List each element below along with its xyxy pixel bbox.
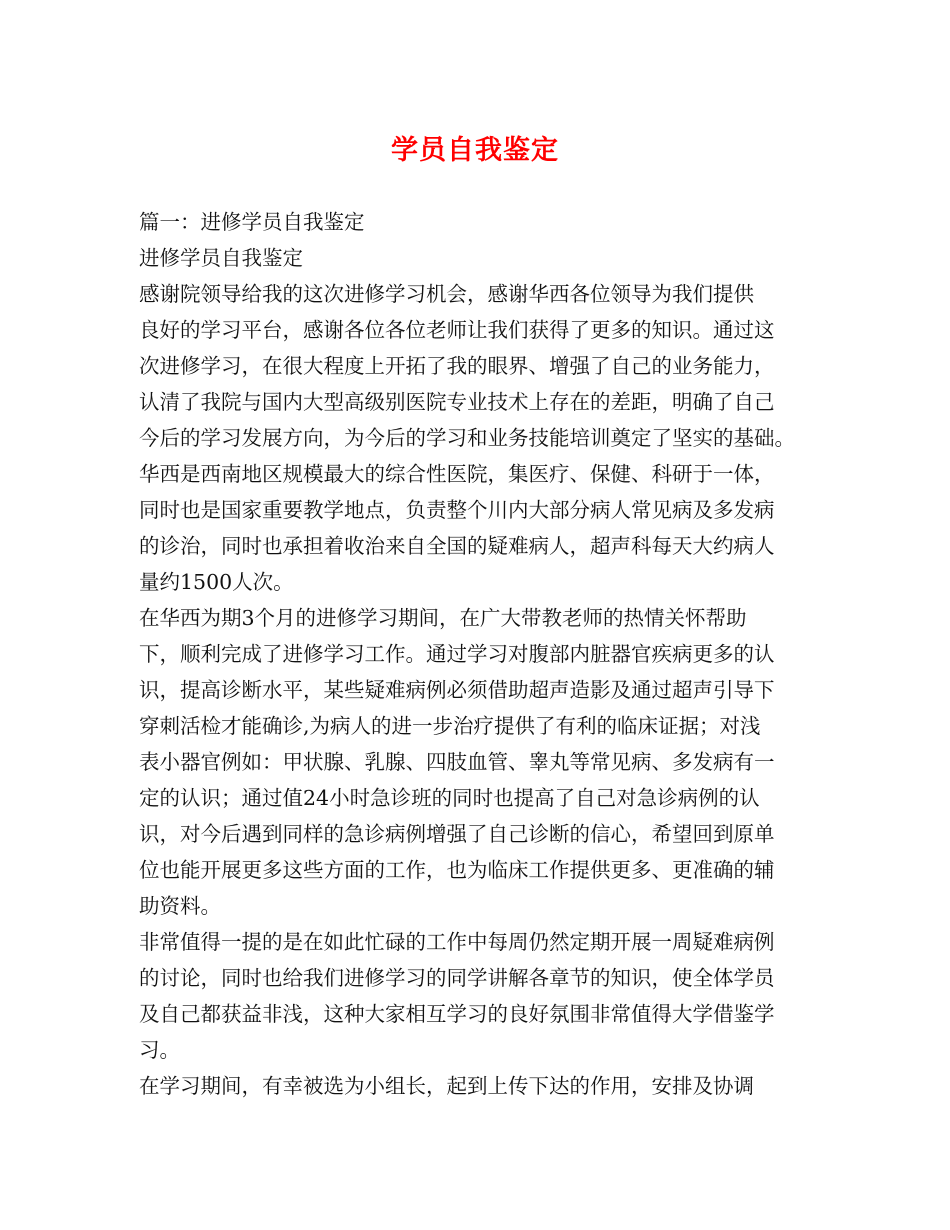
body-line: 次进修学习，在很大程度上开拓了我的眼界、增强了自己的业务能力， [139, 354, 775, 378]
body-line: 穿刺活检才能确诊,为病人的进一步治疗提供了有利的临床证据；对浅 [139, 714, 761, 738]
document-body [139, 204, 829, 1104]
body-line: 识，提高诊断水平，某些疑难病例必须借助超声造影及通过超声引导下 [139, 678, 775, 702]
document-title: 学员自我鉴定 [391, 135, 559, 166]
body-line: 今后的学习发展方向，为今后的学习和业务技能培训奠定了坚实的基础。 [139, 426, 795, 450]
body-line: 非常值得一提的是在如此忙碌的工作中每周仍然定期开展一周疑难病例 [139, 930, 775, 954]
body-line: 进修学员自我鉴定 [139, 246, 303, 270]
body-line: 助资料。 [139, 894, 221, 918]
body-line: 的诊治，同时也承担着收治来自全国的疑难病人，超声科每天大约病人 [139, 534, 775, 558]
body-line: 下，顺利完成了进修学习工作。通过学习对腹部内脏器官疾病更多的认 [139, 642, 775, 666]
body-line: 定的认识；通过值24小时急诊班的同时也提高了自己对急诊病例的认 [139, 786, 760, 810]
body-line: 在华西为期3个月的进修学习期间，在广大带教老师的热情关怀帮助 [139, 606, 747, 630]
body-line: 位也能开展更多这些方面的工作，也为临床工作提供更多、更准确的辅 [139, 858, 775, 882]
body-line: 在学习期间，有幸被选为小组长，起到上传下达的作用，安排及协调 [139, 1074, 754, 1098]
body-line: 量约1500人次。 [139, 570, 294, 594]
body-line: 同时也是国家重要教学地点，负责整个川内大部分病人常见病及多发病 [139, 498, 775, 522]
body-line: 认清了我院与国内大型高级别医院专业技术上存在的差距，明确了自己 [139, 390, 775, 414]
body-line: 习。 [139, 1038, 180, 1062]
body-line: 感谢院领导给我的这次进修学习机会，感谢华西各位领导为我们提供 [139, 282, 754, 306]
body-line: 良好的学习平台，感谢各位各位老师让我们获得了更多的知识。通过这 [139, 318, 775, 342]
body-line: 表小器官例如：甲状腺、乳腺、四肢血管、睾丸等常见病、多发病有一 [139, 750, 775, 774]
body-line: 识，对今后遇到同样的急诊病例增强了自己诊断的信心，希望回到原单 [139, 822, 775, 846]
body-line: 华西是西南地区规模最大的综合性医院，集医疗、保健、科研于一体， [139, 462, 775, 486]
body-line: 篇一：进修学员自我鉴定 [139, 210, 365, 234]
body-line: 的讨论，同时也给我们进修学习的同学讲解各章节的知识，使全体学员 [139, 966, 775, 990]
body-line: 及自己都获益非浅，这种大家相互学习的良好氛围非常值得大学借鉴学 [139, 1002, 775, 1026]
